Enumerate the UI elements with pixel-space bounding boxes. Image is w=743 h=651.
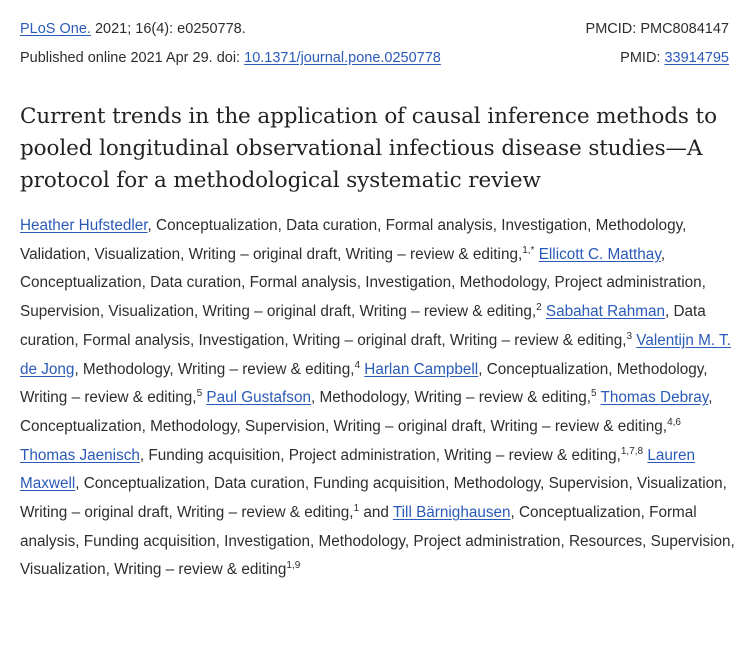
affiliation-marker: 1 bbox=[353, 503, 360, 515]
author-link[interactable]: Lauren Maxwell bbox=[20, 446, 695, 493]
publication-row bbox=[20, 48, 729, 68]
article-title: Current trends in the application of causal inference methods to pooled longitudinal observational infectious disease studies—A protocol for a methodological systematic review bbox=[20, 104, 717, 193]
author-link[interactable]: Heather Hufstedler bbox=[20, 217, 148, 234]
affiliation-marker: 4,6 bbox=[667, 416, 681, 428]
author-link[interactable]: Thomas Jaenisch bbox=[20, 446, 140, 464]
author-roles: , Conceptualization, Data curation, Funding acquisition, Methodology, Supervision, Visualization, Writing – original draft, Writing – review & editing, bbox=[20, 475, 727, 522]
and-word: and bbox=[363, 504, 393, 522]
author-roles: , Funding acquisition, Project administration, Writing – review & editing, bbox=[139, 446, 621, 464]
doi-link[interactable]: 10.1371/journal.pone.0250778 bbox=[244, 50, 441, 66]
affiliation-marker: 4 bbox=[354, 359, 361, 371]
author-roles: , Conceptualization, Methodology, Writing – review & editing, bbox=[20, 360, 708, 407]
affiliation-marker: 2 bbox=[536, 302, 542, 314]
affiliation-marker: 3 bbox=[626, 330, 633, 342]
author-roles: , Data curation, Formal analysis, Investigation, Writing – original draft, Writing – review & editing, bbox=[20, 303, 706, 349]
author-link[interactable]: Thomas Debray bbox=[600, 389, 709, 407]
issue-text: 2021; 16(4): e0250778. bbox=[90, 21, 246, 37]
author-roles: , Conceptualization, Methodology, Supervision, Writing – original draft, Writing – review & editing, bbox=[20, 389, 713, 435]
pmid-label: PMID: bbox=[620, 50, 665, 66]
author-roles: , Conceptualization, Data curation, Formal analysis, Investigation, Methodology, Validation, Visualization, Writing – original draft, Writing – review & editing, bbox=[20, 217, 687, 263]
affiliation-marker: 1,* bbox=[522, 244, 535, 256]
author-roles: , Methodology, Writing – review & editing, bbox=[74, 360, 355, 378]
author-link[interactable]: Valentijn M. T. de Jong bbox=[20, 331, 731, 378]
pmid bbox=[620, 48, 729, 68]
published-line bbox=[20, 48, 441, 68]
affiliation-marker: 5 bbox=[196, 388, 203, 400]
affiliation-marker: 1,9 bbox=[286, 560, 301, 572]
author-roles: , Conceptualization, Data curation, Formal analysis, Investigation, Methodology, Project administration, Supervision, Visualization, Writing – original draft, Writing – review & editing, bbox=[20, 245, 706, 321]
published-prefix: Published online 2021 Apr 29. doi: bbox=[20, 50, 245, 66]
affiliation-marker: 1,7,8 bbox=[620, 445, 644, 457]
author-link[interactable]: Ellicott C. Matthay bbox=[538, 245, 661, 263]
affiliation-marker: 5 bbox=[590, 388, 597, 400]
author-roles: , Methodology, Writing – review & editing, bbox=[310, 389, 591, 407]
citation-row bbox=[20, 19, 729, 39]
author-link[interactable]: Harlan Campbell bbox=[364, 360, 479, 378]
author-link[interactable]: Sabahat Rahman bbox=[545, 303, 665, 321]
author-link[interactable]: Till Bärnighausen bbox=[392, 504, 511, 522]
pmcid: PMCID: PMC8084147 bbox=[585, 21, 729, 37]
pmid-link[interactable]: 33914795 bbox=[664, 50, 729, 66]
journal-citation bbox=[20, 19, 246, 39]
author-list bbox=[20, 212, 740, 585]
author-link[interactable]: Paul Gustafson bbox=[206, 389, 311, 407]
author-roles: , Conceptualization, Formal analysis, Funding acquisition, Investigation, Methodology, Project administration, Resources, Supervision, Visualization, Writing – review & editing bbox=[20, 504, 735, 579]
journal-link[interactable]: PLoS One. bbox=[20, 21, 91, 37]
